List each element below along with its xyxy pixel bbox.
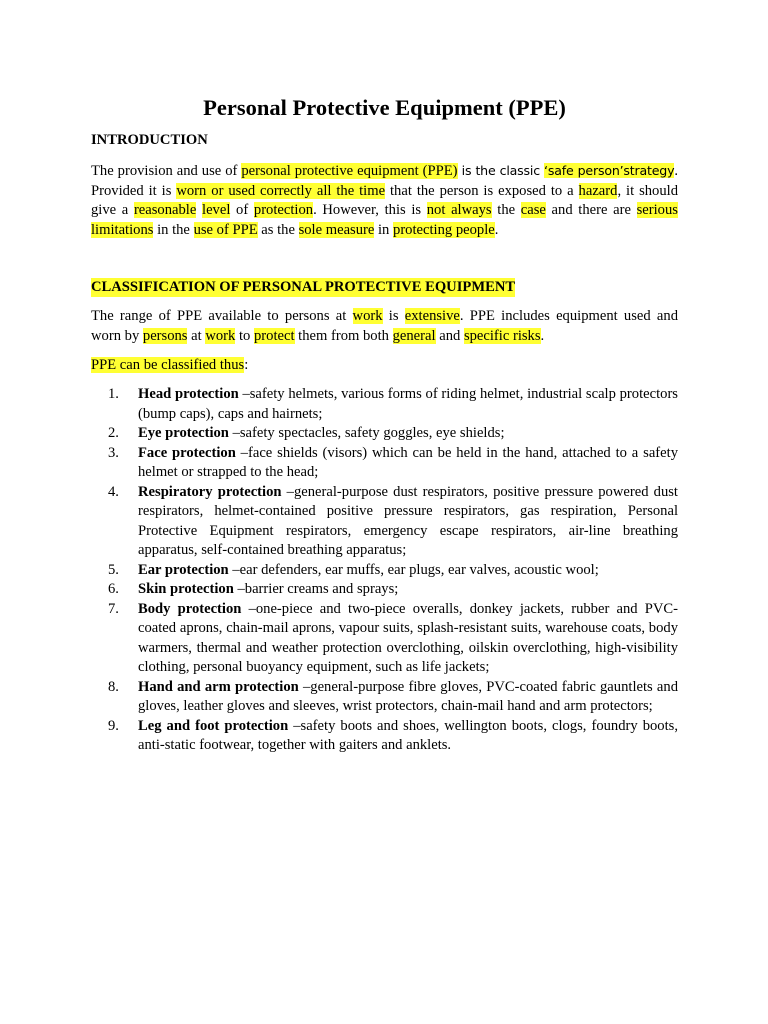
highlighted-text: hazard	[578, 182, 618, 199]
highlighted-text: level	[202, 202, 231, 219]
highlighted-text: persons	[142, 327, 188, 344]
list-item-text: –safety boots and shoes, wellington boots, clogs, foundry boots, anti-static footwear, together with gaiters and anklets.	[138, 717, 678, 753]
list-item	[91, 444, 678, 483]
list-item	[91, 483, 678, 561]
text-line	[91, 307, 678, 327]
text-run: is the classic	[457, 163, 545, 178]
text-run: in the	[153, 221, 194, 238]
highlighted-text: protection	[253, 202, 314, 219]
text-run: the	[491, 202, 521, 219]
highlighted-text: ‘safe person’strategy	[544, 163, 675, 178]
list-item-lead: Ear protection	[138, 561, 229, 578]
page-title: Personal Protective Equipment (PPE)	[203, 95, 566, 120]
list-item-number: 6.	[108, 581, 119, 597]
highlighted-text: limitations	[91, 221, 154, 238]
text-line	[91, 182, 678, 202]
classification-heading: CLASSIFICATION OF PERSONAL PROTECTIVE EQUIPMENT	[91, 279, 516, 295]
introduction-heading: INTRODUCTION	[91, 132, 208, 148]
text-run: . However, this is	[313, 202, 427, 219]
list-item-number: 3.	[108, 444, 119, 461]
highlighted-text: general	[392, 327, 436, 344]
text-run: at	[187, 327, 206, 344]
list-item-text: –face shields (visors) which can be held in the hand, attached to a safety helmet or strapped to the head;	[138, 444, 678, 480]
text-run: of	[230, 202, 254, 219]
list-item-lead: Body protection	[138, 600, 242, 617]
list-item-body	[138, 717, 678, 756]
highlighted-text: sole measure	[298, 221, 375, 238]
highlighted-text: PPE can be classified thus	[91, 357, 245, 373]
text-run: . PPE includes equipment used and	[459, 308, 678, 324]
list-item-text: –ear defenders, ear muffs, ear plugs, ear valves, acoustic wool;	[228, 561, 599, 578]
highlighted-text: personal protective equipment (PPE)	[241, 163, 458, 179]
list-item-text: –general-purpose dust respirators, positive pressure powered dust respirators, helmet-contained positive pressure respirators, gas respiration, Personal Protective Equipment respirators, emergency escape respirators, air-line breathing apparatus, self-contained breathing apparatus;	[138, 483, 678, 558]
text-run: them from both	[294, 327, 393, 344]
list-item-text: –barrier creams and sprays;	[233, 581, 399, 597]
highlighted-text: case	[520, 202, 546, 219]
text-line	[91, 221, 678, 241]
highlighted-text: specific risks	[463, 327, 541, 344]
text-run: in	[374, 221, 394, 238]
highlighted-text: extensive	[404, 308, 460, 324]
highlighted-text: not always	[426, 202, 492, 219]
list-item-body	[138, 385, 678, 424]
list-item-body	[138, 678, 678, 717]
list-item-number: 1.	[108, 386, 119, 402]
text-run: that the person is exposed to a	[385, 182, 579, 199]
text-run: .	[494, 221, 499, 238]
list-item-number: 4.	[108, 483, 119, 500]
list-item-lead: Head protection	[138, 386, 239, 402]
text-run: give a	[91, 202, 134, 219]
list-item-body	[138, 600, 678, 678]
list-item-number: 9.	[108, 717, 119, 734]
list-item-lead: Respiratory protection	[138, 483, 282, 500]
text-line	[91, 327, 678, 347]
list-item-text: –safety spectacles, safety goggles, eye shields;	[228, 425, 505, 441]
classified-intro	[91, 356, 678, 376]
text-run: The provision and use of	[91, 163, 242, 179]
list-item-lead: Skin protection	[138, 581, 234, 597]
text-run: The range of PPE available to persons at	[91, 308, 353, 324]
text-line	[91, 161, 678, 182]
text-run: Provided it is	[91, 182, 177, 199]
text-run: :	[244, 357, 249, 373]
list-item	[91, 561, 678, 581]
list-item-number: 8.	[108, 678, 119, 695]
text-run: to	[235, 327, 254, 344]
list-item-body	[138, 561, 678, 581]
list-item-body	[138, 424, 678, 444]
list-item	[91, 600, 678, 678]
text-run: as the	[257, 221, 299, 238]
text-run: , it should	[617, 182, 678, 199]
text-run: and there are	[545, 202, 637, 219]
list-item-body	[138, 483, 678, 561]
ppe-classification-list	[91, 385, 678, 756]
highlighted-text: reasonable	[133, 202, 197, 219]
list-item-lead: Face protection	[138, 444, 236, 461]
list-item	[91, 385, 678, 424]
classification-paragraph	[91, 307, 678, 346]
text-run: is	[382, 308, 405, 324]
highlighted-text: work	[205, 327, 236, 344]
list-item	[91, 678, 678, 717]
list-item-lead: Eye protection	[138, 425, 229, 441]
list-item-number: 7.	[108, 600, 119, 617]
list-item-text: –general-purpose fibre gloves, PVC-coated fabric gauntlets and gloves, leather gloves and sleeves, wrist protectors, chain-mail hand and arm protectors;	[138, 678, 678, 714]
text-line	[91, 201, 678, 221]
text-run: worn by	[91, 327, 143, 344]
highlighted-text: protect	[253, 327, 295, 344]
highlighted-text: serious	[636, 202, 678, 219]
list-item	[91, 580, 678, 600]
list-item	[91, 717, 678, 756]
list-item-body	[138, 580, 678, 600]
text-run: and	[435, 327, 464, 344]
list-item-number: 2.	[108, 425, 119, 441]
highlighted-text: use of PPE	[193, 221, 258, 238]
highlighted-text: work	[352, 308, 383, 324]
text-run: .	[674, 163, 678, 179]
highlighted-text: worn or used correctly all the time	[176, 182, 386, 199]
introduction-paragraph	[91, 161, 678, 240]
highlighted-text: protecting people	[393, 221, 495, 238]
list-item-lead: Leg and foot protection	[138, 717, 289, 734]
list-item-number: 5.	[108, 561, 119, 578]
text-run: .	[540, 327, 545, 344]
list-item-text: –one-piece and two-piece overalls, donkey jackets, rubber and PVC-coated aprons, chain-mail aprons, vapour suits, splash-resistant suits, warehouse coats, body warmers, thermal and weather protection overclothing, oilskin overclothing, high-visibility clothing, personal buoyancy equipment, such as life jackets;	[138, 600, 678, 675]
list-item-body	[138, 444, 678, 483]
list-item	[91, 424, 678, 444]
list-item-lead: Hand and arm protection	[138, 678, 299, 695]
list-item-text: –safety helmets, various forms of riding helmet, industrial scalp protectors (bump caps), caps and hairnets;	[138, 386, 678, 422]
